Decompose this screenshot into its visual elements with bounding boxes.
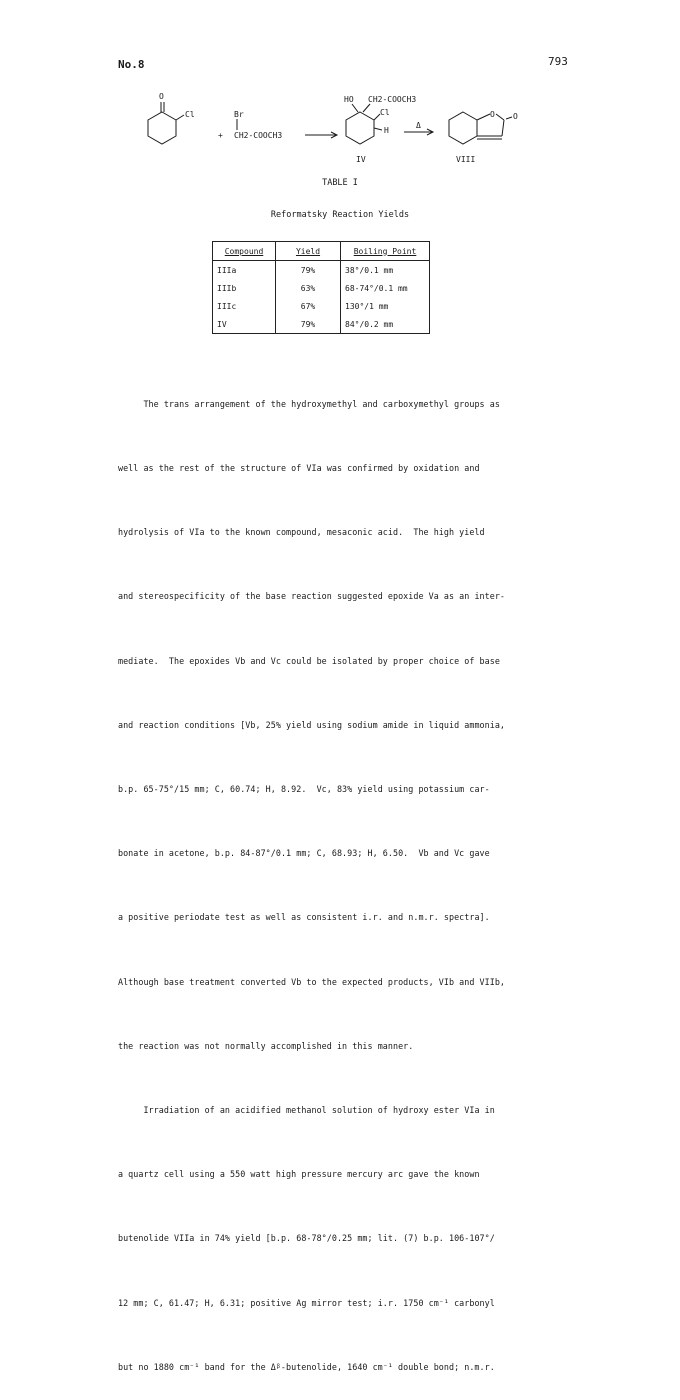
- cell-boiling-point: 68-74°/0.1 mm: [341, 279, 430, 297]
- text-line: Irradiation of an acidified methanol solution of hydroxy ester VIa in: [118, 1105, 495, 1116]
- page-number: 793: [548, 55, 568, 68]
- text-line: mediate. The epoxides Vb and Vc could be isolated by proper choice of base: [118, 655, 500, 666]
- header-boiling-point: Boiling Point: [341, 242, 430, 261]
- reformatsky-yields-table: [212, 241, 430, 334]
- cell-compound: IIIb: [213, 279, 276, 297]
- product-label: IV: [356, 155, 366, 164]
- product-hydrogen: H: [384, 126, 389, 135]
- cell-yield: 79%: [276, 315, 341, 334]
- cell-boiling-point: 130°/1 mm: [341, 297, 430, 315]
- product-hydroxyl: HO: [344, 95, 354, 104]
- text-line: butenolide VIIa in 74% yield [b.p. 68-78°/0.25 mm; lit. (7) b.p. 106-107°/: [118, 1233, 495, 1244]
- table-row: [213, 315, 430, 334]
- text-line: 12 mm; C, 61.47; H, 6.31; positive Ag mirror test; i.r. 1750 cm⁻¹ carbonyl: [118, 1297, 495, 1308]
- reaction-arrow: [305, 132, 337, 138]
- plus-sign: +: [218, 131, 223, 140]
- text-line: bonate in acetone, b.p. 84-87°/0.1 mm; C, 68.93; H, 6.50. Vb and Vc gave: [118, 848, 490, 859]
- table-header-row: [213, 242, 430, 261]
- lactone-viii-structure: [449, 112, 512, 144]
- text-line: the reaction was not normally accomplished in this manner.: [118, 1040, 414, 1051]
- cell-compound: IIIc: [213, 297, 276, 315]
- body-text: [118, 351, 558, 1400]
- table-row: [213, 297, 430, 315]
- heat-symbol: Δ: [416, 121, 421, 130]
- lactone-carbonyl-oxygen: O: [513, 112, 518, 121]
- text-line: The trans arrangement of the hydroxymethyl and carboxymethyl groups as: [118, 398, 500, 409]
- table-title: TABLE I: [322, 178, 358, 188]
- lactone-label: VIII: [456, 155, 476, 164]
- cell-boiling-point: 84°/0.2 mm: [341, 315, 430, 334]
- text-line: Although base treatment converted Vb to the expected products, VIb and VIIb,: [118, 976, 506, 987]
- text-line: hydrolysis of VIa to the known compound, mesaconic acid. The high yield: [118, 527, 485, 538]
- product-iv-structure: [346, 104, 382, 144]
- cell-boiling-point: 38°/0.1 mm: [341, 261, 430, 280]
- reactant1-chlorine: Cl: [185, 110, 195, 119]
- reaction-scheme: [118, 88, 558, 168]
- product-chlorine: Cl: [380, 108, 390, 117]
- reactant2-ester: CH2-COOCH3: [234, 131, 283, 140]
- reactant1-oxygen: O: [159, 92, 164, 101]
- cell-yield: 79%: [276, 261, 341, 280]
- text-line: b.p. 65-75°/15 mm; C, 60.74; H, 8.92. Vc, 83% yield using potassium car-: [118, 784, 490, 795]
- table-row: [213, 279, 430, 297]
- text-line: and reaction conditions [Vb, 25% yield using sodium amide in liquid ammonia,: [118, 719, 506, 730]
- reactant2-bromine: Br: [234, 110, 244, 119]
- cell-compound: IIIa: [213, 261, 276, 280]
- journal-issue: No.8: [118, 58, 145, 71]
- text-line: but no 1880 cm⁻¹ band for the Δᵝ-butenolide, 1640 cm⁻¹ double bond; n.m.r.: [118, 1361, 495, 1372]
- cell-compound: IV: [213, 315, 276, 334]
- table-caption: Reformatsky Reaction Yields: [270, 210, 410, 220]
- header-compound: Compound: [213, 242, 276, 261]
- text-line: well as the rest of the structure of VIa was confirmed by oxidation and: [118, 463, 480, 474]
- header-yield: Yield: [276, 242, 341, 261]
- cell-yield: 63%: [276, 279, 341, 297]
- text-line: a quartz cell using a 550 watt high pressure mercury arc gave the known: [118, 1169, 480, 1180]
- table-row: [213, 261, 430, 280]
- text-line: and stereospecificity of the base reaction suggested epoxide Va as an inter-: [118, 591, 506, 602]
- cell-yield: 67%: [276, 297, 341, 315]
- lactone-ring-oxygen: O: [490, 110, 495, 119]
- product-ester: CH2-COOCH3: [368, 95, 417, 104]
- chloroketone-structure: [148, 102, 184, 144]
- text-line: a positive periodate test as well as consistent i.r. and n.m.r. spectra].: [118, 912, 490, 923]
